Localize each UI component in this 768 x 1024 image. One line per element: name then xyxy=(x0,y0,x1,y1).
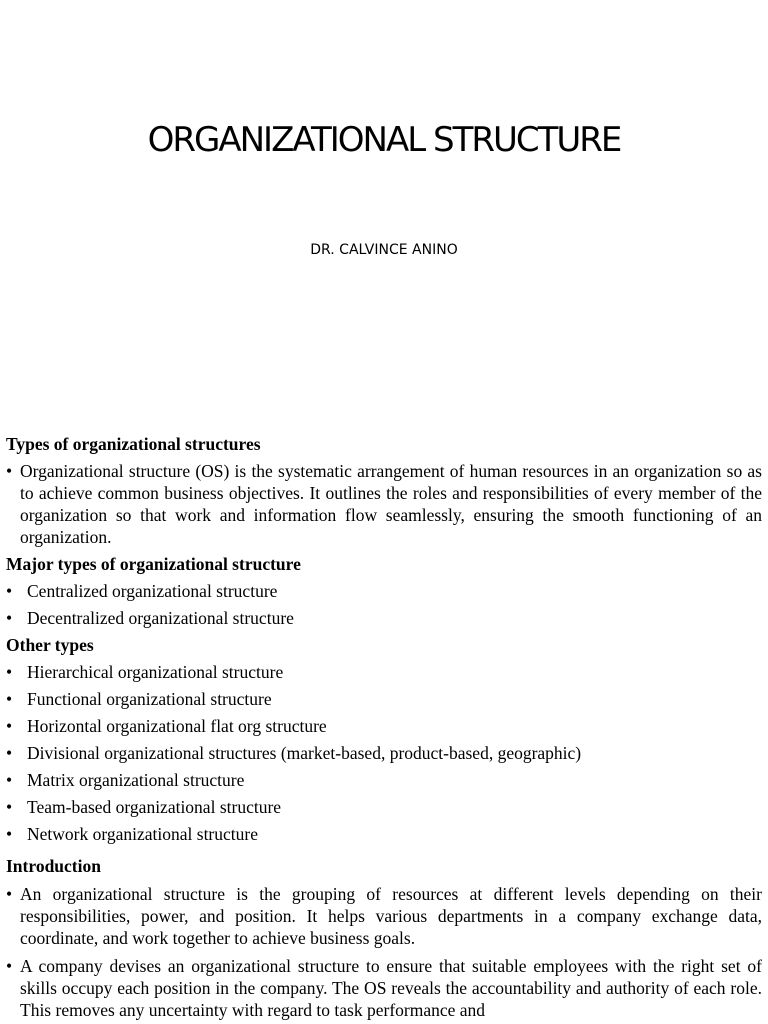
slide-author: DR. CALVINCE ANINO xyxy=(310,242,458,258)
list-item-text: Functional organizational structure xyxy=(27,689,272,709)
bullet-marker: • xyxy=(6,689,13,709)
list-item-text: Divisional organizational structures (market-based, product-based, geographic) xyxy=(27,743,582,763)
list-item-text: Horizontal organizational flat org structure xyxy=(27,716,327,736)
paragraph-text: Organizational structure (OS) is the systematic arrangement of human resources in an organization so as to achieve common business objectives. It outlines the roles and responsibilities of every member of the organization so that work and information flow seamlessly, ensuring the smooth functioning of an organization. xyxy=(20,461,762,547)
bullet-marker: • xyxy=(6,608,13,628)
section-heading-introduction: Introduction xyxy=(6,856,101,876)
list-item xyxy=(6,769,762,791)
bullet-marker: • xyxy=(6,461,13,481)
section-heading-types: Types of organizational structures xyxy=(6,434,261,454)
bullet-marker: • xyxy=(6,884,13,904)
section-heading-major-types: Major types of organizational structure xyxy=(6,554,301,574)
list-item-text: Centralized organizational structure xyxy=(27,581,278,601)
bullet-marker: • xyxy=(6,743,13,763)
list-item-text: Team-based organizational structure xyxy=(27,797,282,817)
bullet-marker: • xyxy=(6,716,13,736)
bullet-marker: • xyxy=(6,770,13,790)
list-item xyxy=(6,607,762,629)
list-item xyxy=(6,796,762,818)
list-item-text: Hierarchical organizational structure xyxy=(27,662,284,682)
bullet-marker: • xyxy=(6,662,13,682)
list-item xyxy=(6,661,762,683)
slide-title: ORGANIZATIONAL STRUCTURE xyxy=(147,120,621,160)
paragraph-intro-2 xyxy=(6,955,762,1021)
list-item xyxy=(6,715,762,737)
list-item xyxy=(6,580,762,602)
bullet-marker: • xyxy=(6,797,13,817)
list-item xyxy=(6,823,762,845)
bullet-marker: • xyxy=(6,824,13,844)
list-item-text: Matrix organizational structure xyxy=(27,770,245,790)
list-item-text: Network organizational structure xyxy=(27,824,258,844)
section-heading-other-types: Other types xyxy=(6,635,94,655)
list-item xyxy=(6,688,762,710)
bullet-marker: • xyxy=(6,956,13,976)
bullet-marker: • xyxy=(6,581,13,601)
paragraph-os-definition xyxy=(6,460,762,548)
paragraph-intro-1 xyxy=(6,883,762,949)
document-body xyxy=(6,433,762,1021)
list-item xyxy=(6,742,762,764)
paragraph-text: An organizational structure is the grouping of resources at different levels depending on their responsibilities, power, and position. It helps various departments in a company exchange data, coordinate, and work together to achieve business goals. xyxy=(20,884,762,948)
list-item-text: Decentralized organizational structure xyxy=(27,608,294,628)
paragraph-text: A company devises an organizational structure to ensure that suitable employees with the right set of skills occupy each position in the company. The OS reveals the accountability and authority of each role. This removes any uncertainty with regard to task performance and xyxy=(20,956,762,1020)
